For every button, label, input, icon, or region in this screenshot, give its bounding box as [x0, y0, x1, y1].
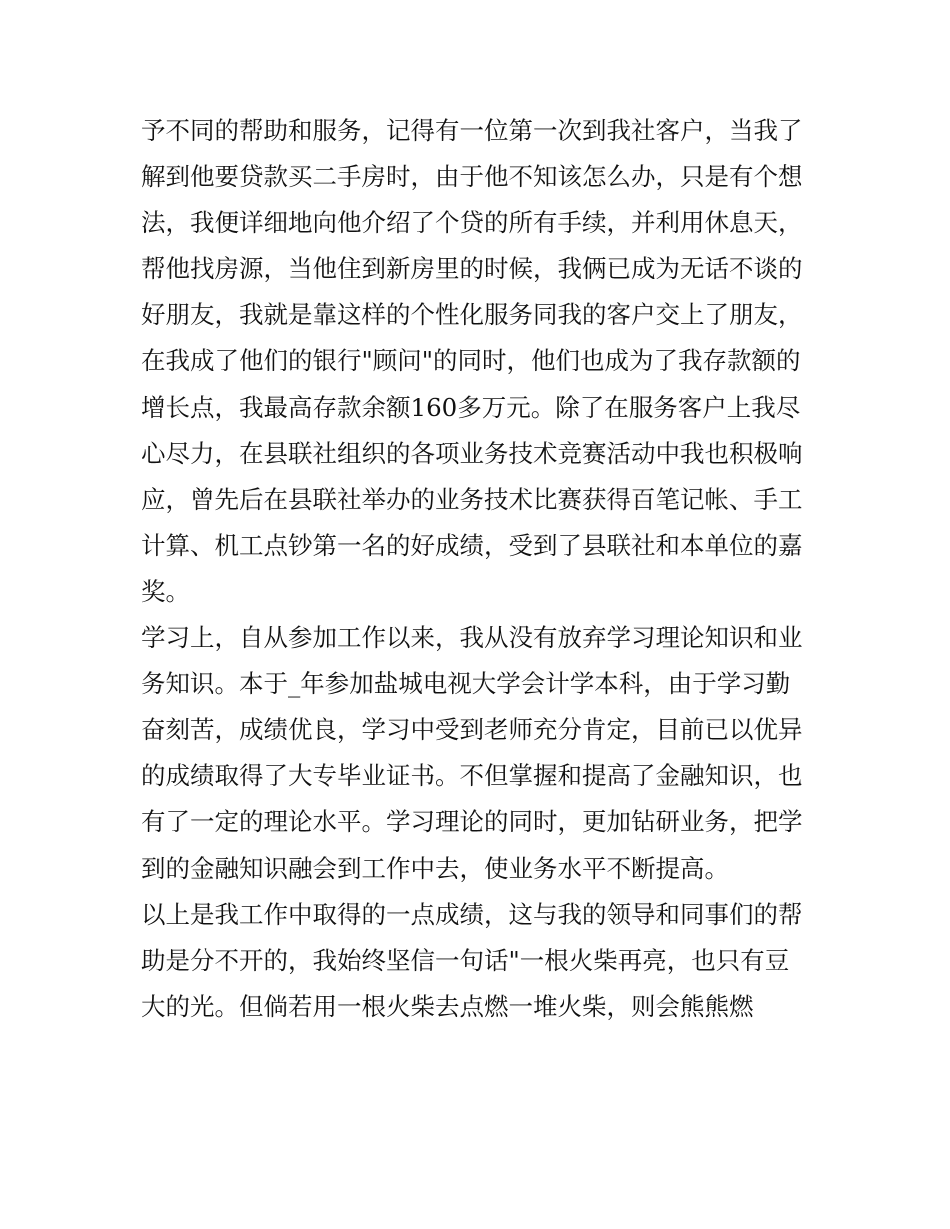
- text-line: 有了一定的理论水平。学习理论的同时，更加钻研业务，把学: [141, 807, 803, 837]
- text-line: 以上是我工作中取得的一点成绩，这与我的领导和同事们的帮: [141, 899, 803, 929]
- text-line: 应，曾先后在县联社举办的业务技术比赛获得百笔记帐、手工: [141, 484, 803, 514]
- text-line: 的成绩取得了大专毕业证书。不但掌握和提高了金融知识，也: [141, 761, 803, 791]
- text-line: 大的光。但倘若用一根火柴去点燃一堆火柴，则会熊熊燃: [141, 991, 754, 1021]
- text-line: 法，我便详细地向他介绍了个贷的所有手续，并利用休息天，: [141, 208, 803, 238]
- text-line: 帮他找房源，当他住到新房里的时候，我俩已成为无话不谈的: [141, 254, 803, 284]
- text-line: 好朋友，我就是靠这样的个性化服务同我的客户交上了朋友，: [141, 300, 803, 330]
- text-line: 助是分不开的，我始终坚信一句话"一根火柴再亮，也只有豆: [141, 945, 790, 975]
- text-line: 到的金融知识融会到工作中去，使业务水平不断提高。: [141, 853, 729, 883]
- body-text: [141, 108, 821, 1030]
- text-line: 奋刻苦，成绩优良，学习中受到老师充分肯定，目前已以优异: [141, 715, 803, 745]
- text-line: 务知识。本于_年参加盐城电视大学会计学本科，由于学习勤: [141, 669, 791, 699]
- text-line: 在我成了他们的银行"顾问"的同时，他们也成为了我存款额的: [141, 346, 801, 376]
- text-line: 计算、机工点钞第一名的好成绩，受到了县联社和本单位的嘉: [141, 530, 803, 560]
- text-line: 奖。: [141, 576, 190, 606]
- text-line: 心尽力，在县联社组织的各项业务技术竞赛活动中我也积极响: [141, 438, 803, 468]
- text-line: 予不同的帮助和服务，记得有一位第一次到我社客户，当我了: [141, 116, 803, 145]
- text-line: 学习上，自从参加工作以来，我从没有放弃学习理论知识和业: [141, 623, 803, 653]
- text-line: 解到他要贷款买二手房时，由于他不知该怎么办，只是有个想: [141, 162, 803, 192]
- text-line: 增长点，我最高存款余额160多万元。除了在服务客户上我尽: [141, 392, 801, 422]
